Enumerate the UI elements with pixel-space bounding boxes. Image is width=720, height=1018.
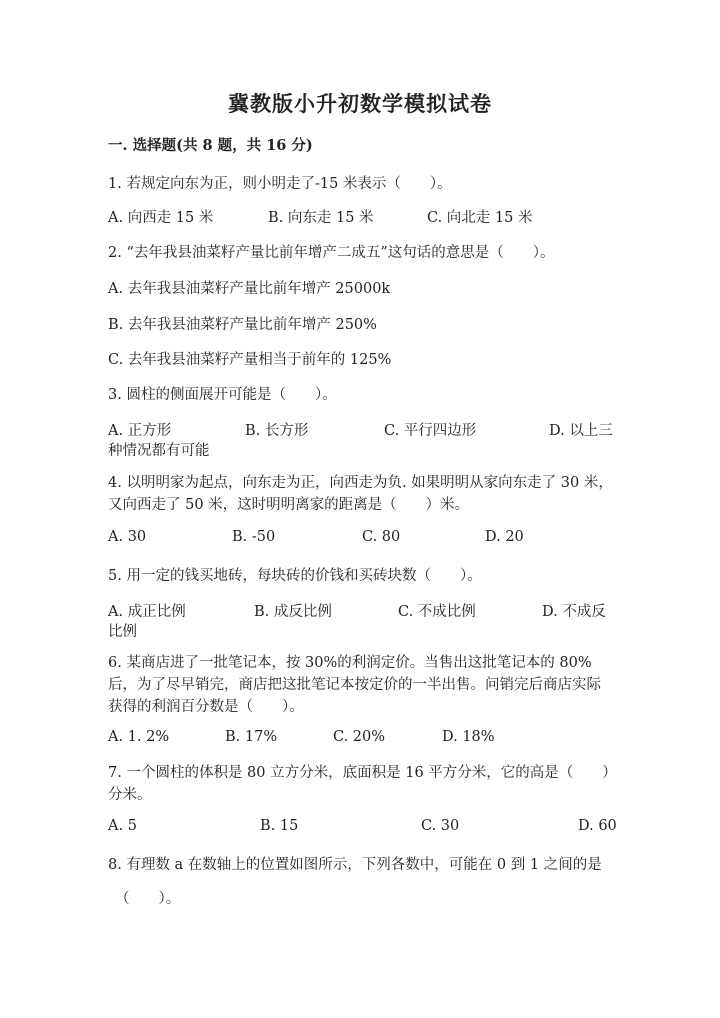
- section-heading: 一. 选择题(共 8 题，共 16 分): [108, 137, 313, 154]
- question-2-stem: 2. “去年我县油菜籽产量比前年增产二成五”这句话的意思是（ ）。: [108, 245, 555, 261]
- q6-option-d: D. 18%: [442, 729, 495, 745]
- q2-option-b: B. 去年我县油菜籽产量比前年增产 250%: [108, 317, 377, 333]
- q2-option-c: C. 去年我县油菜籽产量相当于前年的 125%: [108, 352, 392, 368]
- q5-option-d: D. 不成反: [542, 604, 606, 620]
- q5-option-c: C. 不成比例: [398, 604, 476, 620]
- q6-option-b: B. 17%: [225, 729, 278, 745]
- q7-option-d: D. 60: [578, 818, 617, 834]
- question-8-stem-continued: （ ）。: [115, 891, 181, 907]
- q3-option-b: B. 长方形: [245, 423, 309, 439]
- q6-option-c: C. 20%: [333, 729, 386, 745]
- q5-option-d-continued: 比例: [108, 624, 137, 640]
- q3-option-d-continued: 种情况都有可能: [108, 443, 210, 459]
- q3-option-c: C. 平行四边形: [384, 423, 477, 439]
- q4-option-c: C. 80: [362, 529, 401, 545]
- q4-option-d: D. 20: [485, 529, 524, 545]
- q4-option-a: A. 30: [108, 529, 147, 545]
- question-7-stem: 7. 一个圆柱的体积是 80 立方分米，底面积是 16 平方分米，它的高是（ ）分米。: [108, 765, 610, 803]
- question-3-stem: 3. 圆柱的侧面展开可能是（ ）。: [108, 387, 337, 403]
- q7-option-b: B. 15: [260, 818, 299, 834]
- question-8-stem: 8. 有理数 a 在数轴上的位置如图所示，下列各数中，可能在 0 到 1 之间的是: [108, 857, 602, 873]
- q2-option-a: A. 去年我县油菜籽产量比前年增产 25000k: [108, 281, 391, 297]
- exam-title: 冀教版小升初数学模拟试卷: [228, 91, 492, 116]
- question-1-stem: 1. 若规定向东为正，则小明走了-15 米表示（ ）。: [108, 176, 452, 192]
- q6-option-a: A. 1. 2%: [108, 729, 170, 745]
- question-5-stem: 5. 用一定的钱买地砖，每块砖的价钱和买砖块数（ ）。: [108, 568, 482, 584]
- q5-option-b: B. 成反比例: [254, 604, 332, 620]
- q3-option-a: A. 正方形: [108, 423, 172, 439]
- q1-option-a: A. 向西走 15 米: [108, 210, 214, 226]
- question-6-stem: 6. 某商店进了一批笔记本，按 30%的利润定价。当售出这批笔记本的 80%后，为了尽早销完，商店把这批笔记本按定价的一半出售。问销完后商店实际获得的利润百分数是（ ）。: [108, 655, 601, 715]
- q5-option-a: A. 成正比例: [108, 604, 186, 620]
- q1-option-b: B. 向东走 15 米: [268, 210, 374, 226]
- q7-option-c: C. 30: [421, 818, 460, 834]
- q4-option-b: B. -50: [232, 529, 276, 545]
- q1-option-c: C. 向北走 15 米: [427, 210, 533, 226]
- q7-option-a: A. 5: [108, 818, 137, 834]
- question-4-stem: 4. 以明明家为起点，向东走为正，向西走为负. 如果明明从家向东走了 30 米，又向西走了 50 米，这时明明离家的距离是（ ）米。: [108, 475, 613, 513]
- q3-option-d: D. 以上三: [549, 423, 613, 439]
